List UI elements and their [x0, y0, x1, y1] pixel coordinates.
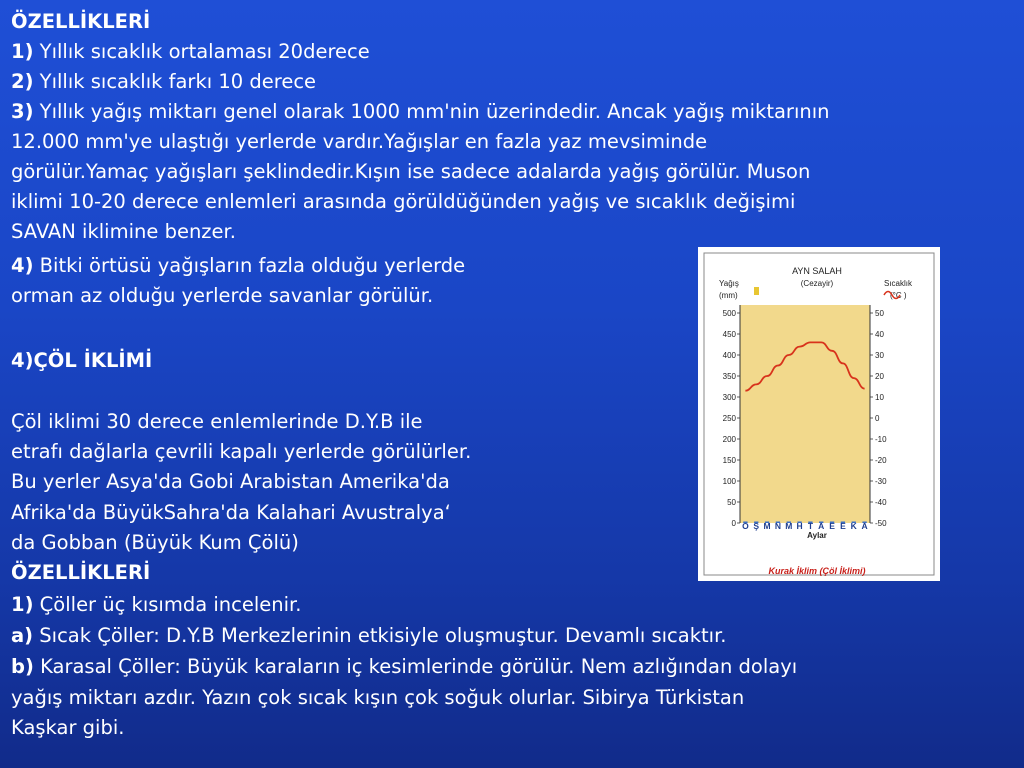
plot-area: [740, 305, 870, 523]
right-axis-label: Sıcaklık: [884, 279, 913, 288]
temp-tick-label: -20: [875, 456, 887, 465]
precip-tick-label: 0: [731, 519, 736, 528]
month-label: A: [861, 521, 868, 531]
item-number: 3): [11, 100, 34, 123]
precip-tick-label: 250: [722, 414, 736, 423]
text-line: [11, 683, 744, 713]
line-text: da Gobban (Büyük Kum Çölü): [11, 531, 299, 554]
line-text: Sıcak Çöller: D.Y.B Merkezlerinin etkisiyle oluşmuştur. Devamlı sıcaktır.: [33, 624, 727, 647]
temp-tick-label: -10: [875, 435, 887, 444]
precip-tick-label: 500: [722, 309, 736, 318]
text-line: [11, 652, 797, 682]
month-label: T: [807, 521, 814, 531]
climograph-figure: [698, 247, 940, 581]
text-line: [11, 251, 465, 281]
text-line: [11, 127, 707, 157]
text-line: [11, 67, 316, 97]
month-label: K: [850, 521, 857, 531]
precip-tick-label: 200: [722, 435, 736, 444]
month-label: Ş: [753, 521, 760, 531]
temp-tick-label: 0: [875, 414, 880, 423]
month-label: E: [840, 521, 846, 531]
left-axis-unit: (mm): [719, 291, 738, 300]
text-line: [11, 281, 433, 311]
temp-tick-label: 50: [875, 309, 884, 318]
right-axis-unit: (°C ): [890, 291, 907, 300]
temp-tick-label: -30: [875, 477, 887, 486]
precip-tick-label: 50: [727, 498, 736, 507]
precip-tick-label: 450: [722, 330, 736, 339]
precip-tick-label: 350: [722, 372, 736, 381]
precip-tick-label: 300: [722, 393, 736, 402]
text-line: [11, 407, 423, 437]
month-label: M: [763, 521, 771, 531]
item-number: 2): [11, 70, 34, 93]
precip-tick-label: 100: [722, 477, 736, 486]
text-line: [11, 558, 150, 588]
text-line: [11, 7, 150, 37]
line-text: Bu yerler Asya'da Gobi Arabistan Amerika'da: [11, 470, 450, 493]
temp-tick-label: -40: [875, 498, 887, 507]
text-line: [11, 713, 124, 743]
month-label: E: [829, 521, 835, 531]
line-text: Kaşkar gibi.: [11, 716, 125, 739]
line-text: görülür.Yamaç yağışları şeklindedir.Kışın ise sadece adalarda yağış görülür. Muson: [11, 160, 811, 183]
text-line: [11, 187, 795, 217]
text-line: [11, 590, 301, 620]
line-text: Karasal Çöller: Büyük karaların iç kesimlerinde görülür. Nem azlığından dolayı: [33, 655, 798, 678]
text-line: [11, 97, 830, 127]
month-label: O: [742, 521, 749, 531]
line-text: SAVAN iklimine benzer.: [11, 220, 236, 243]
month-label: A: [818, 521, 825, 531]
line-text: Bitki örtüsü yağışların fazla olduğu yerlerde: [33, 254, 466, 277]
line-text: Yıllık yağış miktarı genel olarak 1000 mm'nin üzerindedir. Ancak yağış miktarının: [33, 100, 830, 123]
text-line: [11, 157, 810, 187]
line-text: ÖZELLİKLERİ: [11, 10, 151, 33]
temp-tick-label: 10: [875, 393, 884, 402]
line-text: 12.000 mm'ye ulaştığı yerlerde vardır.Yağışlar en fazla yaz mevsiminde: [11, 130, 708, 153]
month-label: M: [785, 521, 793, 531]
item-number: a): [11, 624, 34, 647]
text-line: [11, 621, 727, 651]
item-number: b): [11, 655, 34, 678]
precip-tick-label: 150: [722, 456, 736, 465]
line-text: Çöl iklimi 30 derece enlemlerinde D.Y.B ile: [11, 410, 423, 433]
text-line: [11, 37, 370, 67]
chart-title: AYN SALAH: [792, 266, 842, 276]
month-label: N: [774, 521, 781, 531]
line-text: orman az olduğu yerlerde savanlar görülür.: [11, 284, 434, 307]
precip-tick-label: 400: [722, 351, 736, 360]
text-line: [11, 217, 236, 247]
line-text: Yıllık sıcaklık ortalaması 20derece: [33, 40, 370, 63]
line-text: Çöller üç kısımda incelenir.: [33, 593, 302, 616]
line-text: ÖZELLİKLERİ: [11, 561, 151, 584]
line-text: yağış miktarı azdır. Yazın çok sıcak kışın çok soğuk olurlar. Sibirya Türkistan: [11, 686, 745, 709]
precip-legend-swatch: [754, 287, 759, 295]
line-text: 4)ÇÖL İKLİMİ: [11, 349, 153, 372]
item-number: 4): [11, 254, 34, 277]
temp-tick-label: -50: [875, 519, 887, 528]
left-axis-label: Yağış: [719, 279, 739, 288]
x-axis-label: Aylar: [807, 531, 827, 540]
line-text: etrafı dağlarla çevrili kapalı yerlerde görülürler.: [11, 440, 472, 463]
text-line: [11, 346, 152, 376]
chart-caption: Kurak İklim (Çöl İklimi): [768, 566, 866, 576]
climograph-chart: [698, 247, 940, 581]
text-line: [11, 498, 451, 528]
temp-tick-label: 40: [875, 330, 884, 339]
chart-subtitle: (Cezayir): [800, 279, 834, 288]
month-label: H: [796, 521, 803, 531]
line-text: Afrika'da BüyükSahra'da Kalahari Avustralya‘: [11, 501, 451, 524]
item-number: 1): [11, 40, 34, 63]
item-number: 1): [11, 593, 34, 616]
text-line: [11, 467, 450, 497]
line-text: Yıllık sıcaklık farkı 10 derece: [33, 70, 317, 93]
text-line: [11, 528, 299, 558]
line-text: iklimi 10-20 derece enlemleri arasında görüldüğünden yağış ve sıcaklık değişimi: [11, 190, 796, 213]
temp-tick-label: 20: [875, 372, 884, 381]
temp-tick-label: 30: [875, 351, 884, 360]
text-line: [11, 437, 471, 467]
